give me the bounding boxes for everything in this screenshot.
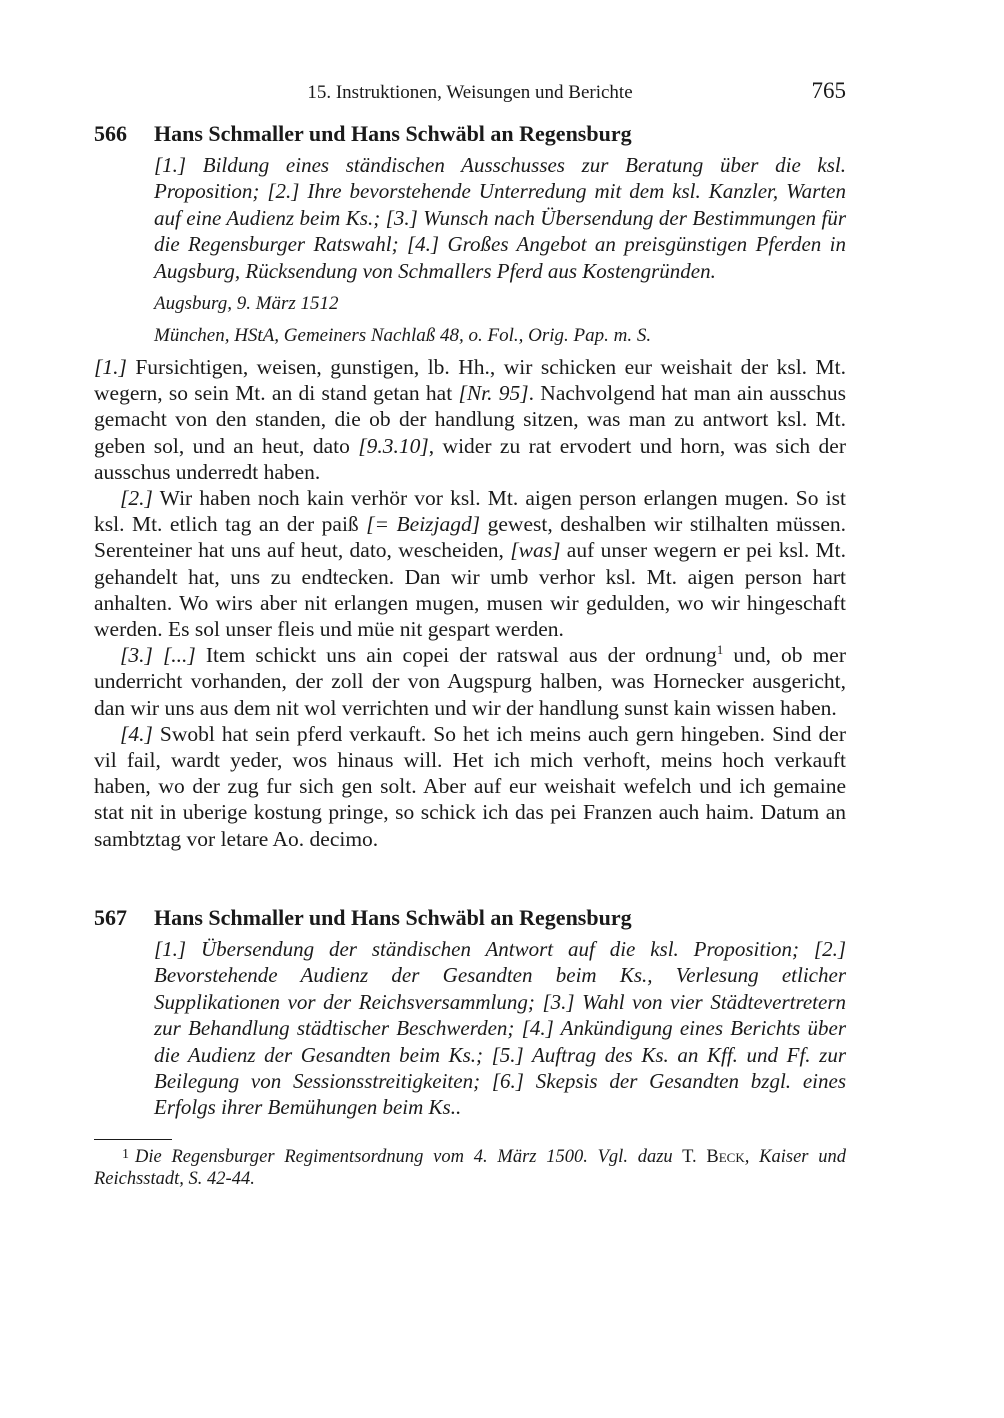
paragraph-1 (94, 354, 846, 485)
document-title: Hans Schmaller und Hans Schwäbl an Regensburg (154, 121, 632, 146)
footnote-text: , Kaiser und Reichsstadt, S. 42-44. (94, 1146, 846, 1189)
document-566-body (94, 354, 846, 852)
paragraph-text: . Nachvolgend hat man ain ausschus gemacht von den standen, die ob der handlung sitzen, was man zu antwort ksl. Mt. geben sol, und an heut, dato (94, 381, 846, 458)
footnote-reference[interactable]: 1 (716, 642, 724, 658)
paragraph-text: Item schickt uns ain copei der ratswal aus der ordnung (195, 643, 717, 668)
paragraph-text: gewest, deshalben wir stilhalten müssen. Serenteiner hat uns auf heut, dato, wescheiden, (94, 512, 846, 563)
footnote-author: Beck (706, 1146, 745, 1167)
document-567-regest: [1.] Übersendung der ständischen Antwort auf die ksl. Proposition; [2.] Bevorstehende Audienz der Gesandten beim Ks., Verlesung etlicher Supplikationen vor der Reichsversammlung; [3.] Wahl von vier Städtevertretern zur Behandlung städtischer Beschwerden; [4.] Ankündigung eines Berichts über die Audienz der Gesandten beim Ks.; [5.] Auftrag des Ks. an Kff. und Ff. zur Beilegung von Sessionsstreitigkeiten; [6.] Skepsis der Gesandten bzgl. eines Erfolgs ihrer Bemühungen beim Ks.. (154, 936, 846, 1120)
footnote (94, 1144, 846, 1190)
paragraph-text: auf unser wegern er pei ksl. Mt. gehandelt hat, uns zu endtecken. Dan wir umb verhor ksl. Mt. aigen person hart anhalten. Wo wirs aber nit erlangen mugen, musen wir gedulden, wo wir hingeschaft werden. Es sol unser fleis und müe nit gespart werden. (94, 538, 846, 642)
running-title: 15. Instruktionen, Weisungen und Berichte (307, 82, 633, 103)
page-number: 765 (811, 78, 846, 103)
paragraph-3 (94, 642, 846, 721)
section-spacer (94, 852, 846, 892)
paragraph-text: Fursichtigen, weisen, gunstigen, lb. Hh., wir schicken eur weishait der ksl. Mt. wegern, so sein Mt. an di stand getan hat (94, 355, 846, 406)
document-number: 566 (94, 121, 127, 146)
section-mark: [1.] (94, 355, 127, 380)
document-566-heading (94, 120, 846, 148)
footnote-divider (94, 1139, 172, 1140)
editorial-reference: [Nr. 95] (458, 381, 529, 406)
paragraph-2 (94, 485, 846, 642)
footnote-number: 1 (122, 1146, 129, 1162)
page (94, 78, 846, 1190)
paragraph-text: Wir haben noch kain verhör vor ksl. Mt. aigen person erlangen mugen. So ist ksl. Mt. etlich tag an der paiß (94, 486, 846, 537)
document-566-regest: [1.] Bildung eines ständischen Ausschusses zur Beratung über die ksl. Proposition; [2.] Ihre bevorstehende Unterredung mit dem ksl. Kanzler, Warten auf eine Audienz beim Ks.; [3.] Wunsch nach Übersendung der Bestimmungen für die Regensburger Ratswahl; [4.] Großes Angebot an preisgünstigen Pferden in Augsburg, Rücksendung von Schmallers Pferd aus Kostengründen. (154, 153, 846, 283)
section-mark: [2.] (120, 486, 153, 511)
footnote-author-initial: T. (672, 1146, 707, 1167)
source-citation: München, HStA, Gemeiners Nachlaß 48, o. Fol., Orig. Pap. m. S. (154, 325, 652, 347)
editorial-insert: [was] (510, 538, 561, 563)
document-title: Hans Schmaller und Hans Schwäbl an Regensburg (154, 904, 632, 930)
section-mark: [3.] (120, 643, 153, 668)
paragraph-4 (94, 721, 846, 852)
omission-mark: [...] (162, 643, 196, 668)
footnote-text: Die Regensburger Regimentsordnung vom 4. März 1500. Vgl. dazu (135, 1146, 673, 1167)
editorial-gloss: [= Beizjagd] (366, 512, 481, 537)
editorial-date: [9.3.10] (358, 433, 429, 458)
paragraph-text: Swobl hat sein pferd verkauft. So het ich meins auch gern hingeben. Sind der vil fail, wardt yeder, wos hinaus will. Het ich mich verhoft, meins hoch verkauft haben, wo der zug fur sich gen solt. Aber auf eur weishait wefelch und ich gemaine stat nit in uberige kostung pringe, so schick ich das pei Franzen auch haim. Datum an sambtztag vor letare Ao. decimo. (94, 721, 846, 851)
paragraph-text: und, ob mer underricht vorhanden, der zoll der von Augspurg halben, was Hornecker ausgericht, dan wir uns aus dem nit wol verrichten und wir der handlung sunst kain wissen haben. (94, 643, 846, 720)
running-head (94, 78, 846, 108)
document-567-heading (94, 904, 846, 932)
paragraph-text: , wider zu rat ervodert und horn, was sich der ausschus underredt haben. (94, 433, 846, 484)
section-mark: [4.] (120, 721, 153, 746)
document-number: 567 (94, 904, 127, 930)
place-date: Augsburg, 9. März 1512 (154, 293, 339, 315)
